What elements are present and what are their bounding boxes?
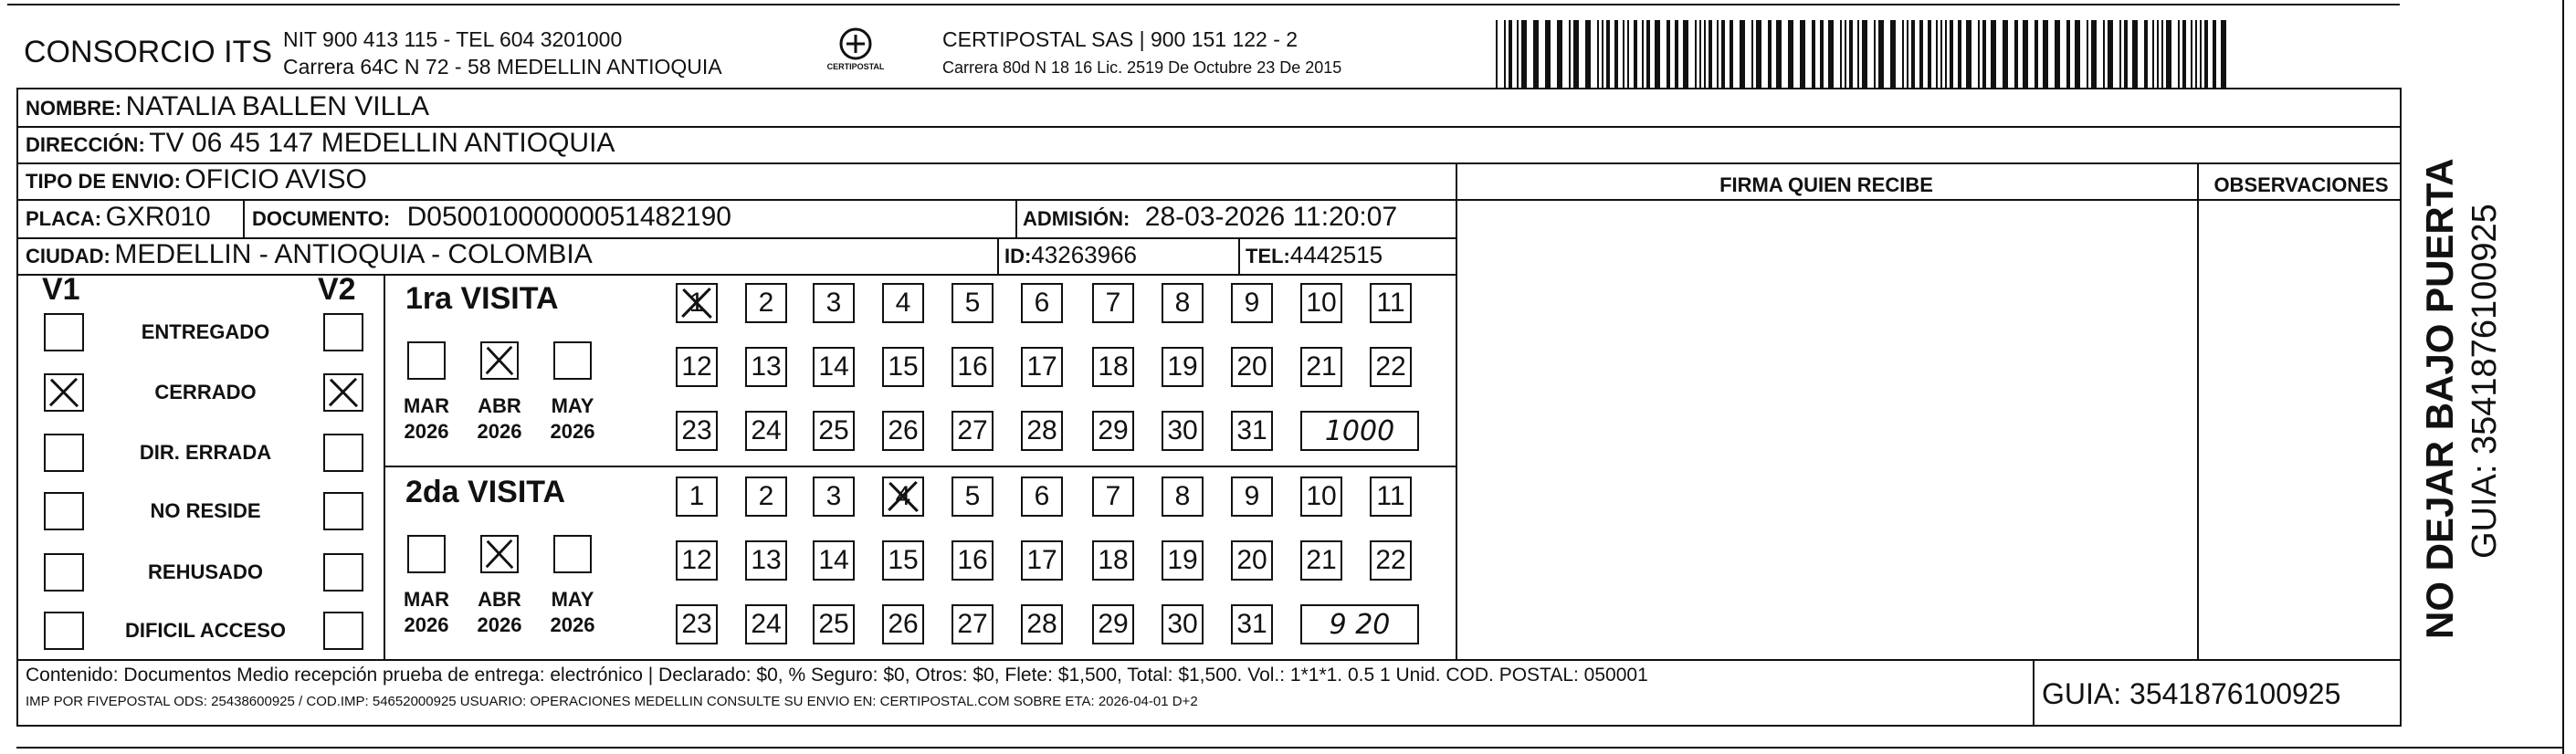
day-number: 28 [1026,609,1057,639]
month-label: MAR [403,394,450,417]
day-number: 6 [1034,481,1050,511]
day-number: 2 [758,288,774,318]
time-box[interactable] [1300,411,1419,451]
day-number: 22 [1375,545,1406,575]
month-checkbox[interactable] [553,341,592,380]
day-box[interactable] [1162,411,1204,451]
day-box[interactable] [1162,283,1204,323]
day-box[interactable] [1231,411,1273,451]
v2-checkbox[interactable] [323,313,363,351]
day-number: 28 [1026,415,1057,445]
col-line [384,274,385,659]
nombre-label: NOMBRE: [26,97,122,120]
day-number: 18 [1098,545,1129,575]
day-box[interactable] [1231,540,1273,581]
tel-value: 4442515 [1289,241,1383,268]
col-line [1015,199,1017,237]
month-label: ABR [478,394,521,417]
day-box[interactable] [1300,347,1342,387]
tel-label: TEL: [1246,245,1290,267]
day-number: 14 [818,351,849,382]
day-number: 11 [1376,288,1405,318]
day-number: 12 [681,545,712,575]
logo-text: CERTIPOSTAL [826,62,885,71]
day-box[interactable] [1162,604,1204,644]
day-box[interactable] [1300,540,1342,581]
day-number: 21 [1306,351,1337,382]
day-number: 29 [1098,415,1129,445]
day-box[interactable] [1092,347,1134,387]
day-number: 9 [1244,288,1260,318]
documento-value: D05001000000051482190 [406,202,731,232]
day-box[interactable] [1300,283,1342,323]
day-number: 18 [1098,351,1129,382]
day-box[interactable] [813,476,855,517]
day-box[interactable] [676,283,718,323]
day-number: 9 [1244,481,1260,511]
bottom-edge-line [16,747,2564,749]
day-box[interactable] [813,283,855,323]
day-number: 26 [888,415,919,445]
day-box[interactable] [745,476,787,517]
day-number: 23 [681,609,712,639]
v1-checkbox[interactable] [44,612,84,650]
day-number: 19 [1167,351,1198,382]
col-line [2197,162,2199,659]
day-box[interactable] [1092,411,1134,451]
observaciones-label: OBSERVACIONES [2213,173,2389,196]
footer-line [16,659,2402,661]
day-box[interactable] [676,347,718,387]
day-box[interactable] [676,604,718,644]
check-mark-icon [482,343,517,378]
day-number: 15 [888,351,919,382]
day-number: 8 [1174,481,1191,511]
courier-logo [818,26,893,80]
day-box[interactable] [1231,604,1273,644]
day-number: 1 [689,481,705,511]
v1-checkbox[interactable] [44,492,84,530]
day-number: 22 [1375,351,1406,382]
day-box[interactable] [1021,604,1063,644]
day-number: 15 [888,545,919,575]
ciudad-row [26,239,593,270]
sig-header-line [1456,199,2402,201]
v1-header: V1 [42,272,80,307]
day-number: 26 [888,609,919,639]
status-label: ENTREGADO [141,320,270,343]
day-number: 5 [964,481,981,511]
tipo-value: OFICIO AVISO [184,164,367,194]
day-box[interactable] [952,604,994,644]
id-row [1004,241,1137,269]
day-box[interactable] [813,347,855,387]
side-warning: NO DEJAR BAJO PUERTA [2418,158,2461,639]
year-label: 2026 [477,420,522,443]
observaciones-area[interactable] [2201,203,2400,657]
day-box[interactable] [1092,283,1134,323]
year-label: 2026 [404,613,449,636]
courier-name: CERTIPOSTAL SAS | 900 151 122 - 2 [942,27,1299,51]
day-number: 3 [825,288,842,318]
day-box[interactable] [882,283,924,323]
day-number: 13 [751,351,782,382]
top-border [7,4,2400,5]
day-box[interactable] [952,540,994,581]
day-number: 11 [1376,481,1405,511]
day-number: 16 [957,545,988,575]
day-number: 14 [818,545,849,575]
year-label: 2026 [550,613,595,636]
day-box[interactable] [1162,347,1204,387]
tel-row [1246,241,1383,269]
month-label: MAY [551,394,594,417]
row-line [16,162,2402,164]
id-label: ID: [1004,245,1032,267]
v2-checkbox[interactable] [323,553,363,592]
check-mark-icon [482,537,517,571]
day-box[interactable] [813,411,855,451]
day-number: 31 [1236,609,1267,639]
day-number: 24 [751,415,782,445]
month-checkbox[interactable] [553,535,592,573]
time-value: 9 20 [1329,608,1391,641]
contenido-text: Contenido: Documentos Medio recepción prueba de entrega: electrónico | Declarado: $0, % Seguro: $0, Otros: $0, Flete: $1,500, Total: $1,500. Vol.: 1*1*1. 0.5 1 Unid. COD. POSTAL: 050001 [26,665,1648,686]
day-number: 29 [1098,609,1129,639]
v2-checkbox[interactable] [323,492,363,530]
time-box[interactable] [1300,604,1419,644]
day-number: 10 [1306,481,1337,511]
v2-checkbox[interactable] [323,434,363,472]
day-number: 23 [681,415,712,445]
check-mark-icon [678,285,716,321]
day-number: 20 [1236,545,1267,575]
year-label: 2026 [550,420,595,443]
day-number: 30 [1167,415,1198,445]
day-number: 4 [895,481,911,511]
day-box[interactable] [882,604,924,644]
day-box[interactable] [813,540,855,581]
day-box[interactable] [1370,540,1412,581]
status-label: DIR. ERRADA [139,441,272,464]
day-box[interactable] [1231,347,1273,387]
ciudad-label: CIUDAD: [26,245,110,267]
v1-checkbox[interactable] [44,313,84,351]
year-label: 2026 [404,420,449,443]
day-box[interactable] [1092,604,1134,644]
company-nit: NIT 900 413 115 - TEL 604 3201000 [283,27,623,51]
day-box[interactable] [952,347,994,387]
barcode-graphic [1496,20,2226,88]
col-line [997,237,999,274]
day-box[interactable] [813,604,855,644]
footer-guia: GUIA: 3541876100925 [2042,677,2341,710]
day-number: 1 [689,288,705,318]
day-box[interactable] [676,411,718,451]
day-number: 25 [818,609,849,639]
day-box[interactable] [745,604,787,644]
ciudad-value: MEDELLIN - ANTIOQUIA - COLOMBIA [114,239,593,269]
day-box[interactable] [1370,476,1412,517]
barcode [1496,20,2226,88]
day-box[interactable] [1092,540,1134,581]
placa-value: GXR010 [105,202,211,232]
day-box[interactable] [882,411,924,451]
company-name: CONSORCIO ITS [24,35,273,69]
day-number: 27 [957,415,988,445]
day-number: 2 [758,481,774,511]
day-box[interactable] [952,283,994,323]
day-number: 5 [964,288,981,318]
v1-checkbox[interactable] [44,553,84,592]
day-box[interactable] [1300,476,1342,517]
day-box[interactable] [1231,476,1273,517]
v2-checkbox[interactable] [323,612,363,650]
day-number: 7 [1105,481,1121,511]
day-number: 17 [1026,351,1057,382]
day-number: 19 [1167,545,1198,575]
day-box[interactable] [1021,411,1063,451]
day-number: 31 [1236,415,1267,445]
year-label: 2026 [477,613,522,636]
status-label: REHUSADO [148,560,263,583]
day-number: 20 [1236,351,1267,382]
day-box[interactable] [952,476,994,517]
documento-row [252,202,731,233]
status-label: CERRADO [154,381,257,403]
day-number: 6 [1034,288,1050,318]
col-line [1456,162,1457,659]
day-box[interactable] [676,540,718,581]
month-checkbox[interactable] [480,341,519,380]
day-box[interactable] [1162,540,1204,581]
day-box[interactable] [1162,476,1204,517]
day-box[interactable] [882,347,924,387]
row-line [16,274,1456,276]
status-label: DIFICIL ACCESO [124,619,286,642]
company-address: Carrera 64C N 72 - 58 MEDELLIN ANTIOQUIA [283,55,722,79]
day-number: 24 [751,609,782,639]
month-label: MAY [551,588,594,611]
placa-row [26,202,211,233]
admision-label: ADMISIÓN: [1023,207,1130,230]
right-edge-line [2562,0,2564,754]
id-value: 43263966 [1031,241,1138,268]
day-number: 4 [895,288,911,318]
day-number: 16 [957,351,988,382]
day-box[interactable] [952,411,994,451]
check-mark-icon [46,375,82,410]
imp-text: IMP POR FIVEPOSTAL ODS: 25438600925 / COD.IMP: 54652000925 USUARIO: OPERACIONES MEDELLIN CONSULTE SU ENVIO EN: CERTIPOSTAL.COM SOBRE ETA: 2026-04-01 D+2 [26,694,1198,709]
visit-title: 2da VISITA [405,475,566,509]
day-box[interactable] [745,347,787,387]
day-number: 8 [1174,288,1191,318]
documento-label: DOCUMENTO: [252,207,391,230]
tipo-row [26,164,367,195]
day-number: 30 [1167,609,1198,639]
day-box[interactable] [882,540,924,581]
day-number: 13 [751,545,782,575]
day-box[interactable] [1021,283,1063,323]
day-box[interactable] [1021,540,1063,581]
v2-checkbox[interactable] [323,373,363,412]
day-number: 17 [1026,545,1057,575]
col-line [2033,659,2035,727]
visit-title: 1ra VISITA [405,281,559,316]
v2-header: V2 [318,272,356,307]
month-checkbox[interactable] [407,341,446,380]
courier-address: Carrera 80d N 18 16 Lic. 2519 De Octubre 23 De 2015 [942,58,1342,77]
day-box[interactable] [1231,283,1273,323]
visit-divider [384,466,1456,467]
check-mark-icon [884,478,922,515]
month-checkbox[interactable] [480,535,519,573]
admision-value: 28-03-2026 11:20:07 [1144,202,1398,232]
status-label: NO RESIDE [150,499,261,522]
month-checkbox[interactable] [407,535,446,573]
placa-label: PLACA: [26,207,102,230]
day-box[interactable] [745,540,787,581]
direccion-row [26,128,615,159]
day-number: 12 [681,351,712,382]
tipo-label: TIPO DE ENVIO: [26,170,181,193]
day-number: 25 [818,415,849,445]
day-number: 27 [957,609,988,639]
signature-area[interactable] [1459,203,2195,657]
admision-row [1023,202,1397,233]
day-box[interactable] [676,476,718,517]
direccion-value: TV 06 45 147 MEDELLIN ANTIOQUIA [149,128,615,158]
month-label: ABR [478,588,521,611]
day-box[interactable] [745,411,787,451]
col-line [243,199,245,237]
nombre-value: NATALIA BALLEN VILLA [125,91,429,121]
day-number: 10 [1306,288,1337,318]
day-number: 7 [1105,288,1121,318]
direccion-label: DIRECCIÓN: [26,133,145,156]
firma-label: FIRMA QUIEN RECIBE [1719,173,1933,196]
day-box[interactable] [1021,347,1063,387]
day-number: 21 [1306,545,1337,575]
v1-checkbox[interactable] [44,373,84,412]
month-label: MAR [403,588,450,611]
day-number: 3 [825,481,842,511]
v1-checkbox[interactable] [44,434,84,472]
col-line [1238,237,1240,274]
check-mark-icon [325,375,362,410]
courier-logo-icon [818,26,893,80]
day-box[interactable] [1021,476,1063,517]
day-box[interactable] [1370,347,1412,387]
side-guia: GUIA: 3541876100925 [2466,204,2504,559]
day-box[interactable] [1092,476,1134,517]
nombre-row [26,91,429,122]
time-value: 1000 [1324,414,1395,447]
day-box[interactable] [882,476,924,517]
day-box[interactable] [745,283,787,323]
day-box[interactable] [1370,283,1412,323]
